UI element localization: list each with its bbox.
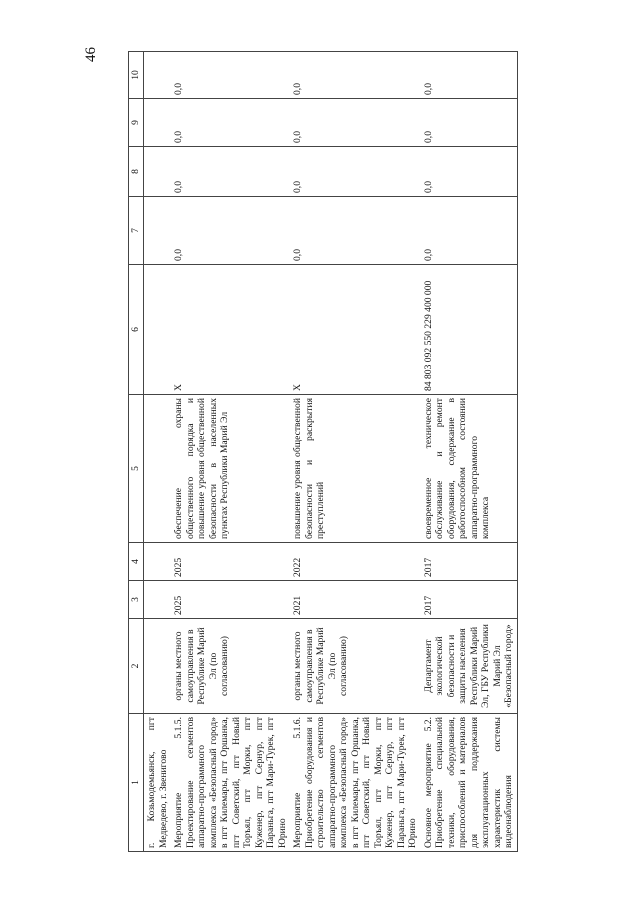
cell-measure-name: Мероприятие 5.1.6. Приобретение оборудования и строительство сегментов аппаратно-программного комплекса «Безопасный город» в пгт Килемары, пгт Оршанка, пгт Советский, пгт Новый Торъял, пгт Морки, пгт Куженер, пгт Сернур, пгт Параньга, пгт Мари-Турек, пгт Юрино <box>290 714 421 852</box>
header-cell: 10 <box>129 52 144 99</box>
cell-end-year: 2017 <box>421 543 518 581</box>
cell-value: 0,0 <box>421 52 518 99</box>
cell-value: 0,0 <box>421 99 518 147</box>
cell-code: Х <box>290 265 421 395</box>
header-cell: 6 <box>129 265 144 395</box>
page-number: 46 <box>83 47 99 62</box>
cell-code: Х <box>171 265 290 395</box>
cell-value <box>144 99 172 147</box>
header-cell: 5 <box>129 395 144 543</box>
header-cell: 2 <box>129 619 144 714</box>
cell-start-year: 2021 <box>290 581 421 619</box>
cell-value: 0,0 <box>421 147 518 197</box>
header-cell: 8 <box>129 147 144 197</box>
cell-value <box>144 197 172 265</box>
cell-value: 0,0 <box>171 52 290 99</box>
measures-table <box>128 51 518 852</box>
table-row <box>421 52 518 852</box>
table-header-row <box>129 52 144 852</box>
cell-executor: органы местного самоуправления в Республике Марий Эл (по согласованию) <box>290 619 421 714</box>
cell-code: 84 803 092 550 229 400 000 <box>421 265 518 395</box>
cell-result: повышение уровня общественной безопасности и раскрытия преступлений <box>290 395 421 543</box>
cell-result: обеспечение охраны общественного порядка и повышение уровня общественной безопасности в населенных пунктах Республики Марий Эл <box>171 395 290 543</box>
header-cell: 9 <box>129 99 144 147</box>
header-cell: 1 <box>129 714 144 852</box>
header-cell: 7 <box>129 197 144 265</box>
header-cell: 3 <box>129 581 144 619</box>
cell-measure-name: Основное мероприятие 5.2. Приобретение специальной техники, оборудования, приспособлений и материалов для поддержания эксплуатационных характеристик системы видеонаблюдения <box>421 714 518 852</box>
table-row <box>290 52 421 852</box>
cell-result <box>144 395 172 543</box>
cell-end-year <box>144 543 172 581</box>
cell-start-year: 2025 <box>171 581 290 619</box>
cell-value: 0,0 <box>290 147 421 197</box>
cell-value: 0,0 <box>171 147 290 197</box>
cell-result: своевременное техническое обслуживание и ремонт оборудования, содержание в работоспособном состоянии аппаратно-программного комплекса <box>421 395 518 543</box>
cell-value: 0,0 <box>290 197 421 265</box>
cell-value: 0,0 <box>290 52 421 99</box>
cell-start-year <box>144 581 172 619</box>
cell-value: 0,0 <box>290 99 421 147</box>
cell-value: 0,0 <box>421 197 518 265</box>
cell-value: 0,0 <box>171 99 290 147</box>
cell-value <box>144 52 172 99</box>
cell-end-year: 2025 <box>171 543 290 581</box>
cell-value: 0,0 <box>171 197 290 265</box>
cell-executor: органы местного самоуправления в Республике Марий Эл (по согласованию) <box>171 619 290 714</box>
cell-value <box>144 147 172 197</box>
table-row <box>144 52 172 852</box>
cell-executor <box>144 619 172 714</box>
header-cell: 4 <box>129 543 144 581</box>
cell-measure-name: г. Козьмодемьянск, пгт Медведево, г. Звенигово <box>144 714 172 852</box>
cell-code <box>144 265 172 395</box>
cell-start-year: 2017 <box>421 581 518 619</box>
cell-measure-name: Мероприятие 5.1.5. Проектирование сегментов аппаратно-программного комплекса «Безопасный город» в пгт Килемары, пгт Оршанка, пгт Советский, пгт Новый Торъял, пгт Морки, пгт Куженер, пгт Сернур, пгт Параньга, пгт Мари-Турек, пгт Юрино <box>171 714 290 852</box>
cell-executor: Департамент экологической безопасности и защиты населения Республики Марий Эл, ГБУ Республики Марий Эл «Безопасный город» <box>421 619 518 714</box>
rotated-table-wrapper <box>128 52 608 852</box>
cell-end-year: 2022 <box>290 543 421 581</box>
table-row <box>171 52 290 852</box>
